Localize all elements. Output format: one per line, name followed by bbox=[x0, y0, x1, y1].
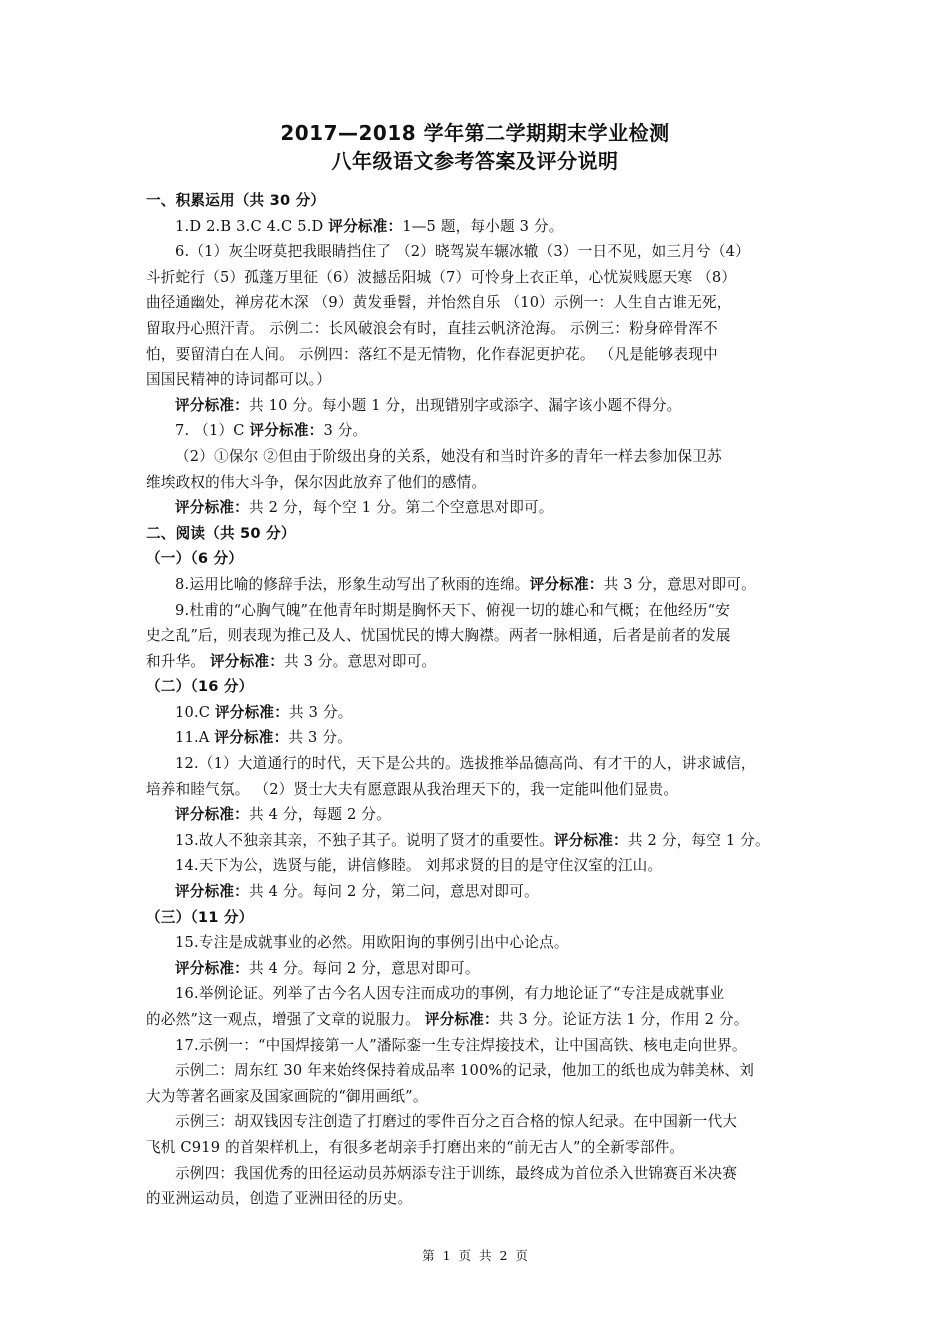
answer-line: 17.示例一：“中国焊接第一人”潘际銮一生专注焊接技术，让中国高铁、核电走向世界。 bbox=[175, 1036, 747, 1054]
answer-line: 9.杜甫的“心胸气魄”在他青年时期是胸怀天下、俯视一切的雄心和气概；在他经历“安 bbox=[175, 601, 731, 619]
part-heading: （二）（16 分） bbox=[146, 678, 254, 696]
scoring-text: 3 分。 bbox=[323, 422, 368, 440]
answer-body bbox=[146, 188, 810, 1212]
scoring-label: 评分标准： bbox=[175, 396, 249, 414]
scoring-label: 评分标准： bbox=[424, 1011, 499, 1028]
scoring-label: 评分标准： bbox=[553, 831, 628, 849]
answer-line: 14.天下为公，选贤与能，讲信修睦。 刘邦求贤的目的是守住汉室的江山。 bbox=[175, 857, 663, 875]
scoring-label: 评分标准： bbox=[215, 703, 289, 721]
scoring-label: 评分标准： bbox=[175, 883, 249, 901]
scoring-text: 共 3 分，意思对即可。 bbox=[603, 575, 756, 593]
answer-line bbox=[146, 572, 810, 598]
answer-line: 怕，要留清白在人间。 示例四：落红不是无情物，化作春泥更护花。 （凡是能够表现中 bbox=[146, 345, 718, 363]
scoring-text: 共 4 分。每问 2 分，第二问，意思对即可。 bbox=[248, 883, 539, 901]
answer-text: 10.C bbox=[175, 703, 216, 721]
answer-line: 示例二：周东红 30 年来始终保持着成品率 100%的记录，他加工的纸也成为韩美林、刘 bbox=[175, 1062, 754, 1080]
scoring-text: 共 3 分。 bbox=[289, 703, 353, 721]
scoring-text: 共 2 分，每空 1 分。 bbox=[627, 831, 770, 849]
scoring-label: 评分标准： bbox=[175, 499, 249, 517]
section-heading: 二、阅读（共 50 分） bbox=[146, 524, 296, 542]
answer-text: 13.故人不独亲其亲，不独子其子。说明了贤才的重要性。 bbox=[175, 831, 554, 849]
answer-line: 留取丹心照汗青。 示例二：长风破浪会有时，直挂云帆济沧海。 示例三：粉身碎骨浑不 bbox=[146, 319, 718, 337]
answer-line: 史之乱”后，则表现为推己及人、忧国忧民的博大胸襟。两者一脉相通，后者是前者的发展 bbox=[146, 627, 731, 645]
scoring-text: 共 10 分。每小题 1 分，出现错别字或添字、漏字该小题不得分。 bbox=[248, 396, 682, 414]
answer-line: 国国民精神的诗词都可以。） bbox=[146, 371, 332, 389]
doc-title-line2: 八年级语文参考答案及评分说明 bbox=[331, 149, 619, 173]
answer-line: 6.（1）灰尘呀莫把我眼睛挡住了 （2）晓驾炭车辗冰辙（3）一日不见，如三月兮（4） bbox=[175, 243, 750, 261]
answer-line bbox=[146, 1007, 810, 1033]
answer-line bbox=[146, 828, 810, 854]
answer-line: 飞机 C919 的首架样机上，有很多老胡亲手打磨出来的“前无古人”的全新零部件。 bbox=[146, 1138, 685, 1156]
scoring-text: 共 2 分，每个空 1 分。第二个空意思对即可。 bbox=[248, 499, 554, 517]
part-heading: （三）（11 分） bbox=[146, 908, 254, 926]
answer-line bbox=[146, 649, 810, 675]
answer-text: 的必然”这一观点，增强了文章的说服力。 bbox=[146, 1011, 425, 1028]
scoring-text: 共 4 分，每题 2 分。 bbox=[248, 806, 391, 824]
answer-line: 大为等著名画家及国家画院的“御用画纸”。 bbox=[146, 1087, 428, 1105]
scoring-line bbox=[146, 802, 810, 828]
scoring-text: 共 3 分。 bbox=[288, 729, 352, 747]
answer-line: 16.举例论证。列举了古今名人因专注而成功的事例，有力地论证了“专注是成就事业 bbox=[175, 985, 725, 1003]
scoring-line bbox=[146, 879, 810, 905]
answer-text: 8.运用比喻的修辞手法，形象生动写出了秋雨的连绵。 bbox=[175, 575, 530, 593]
answer-line: 斗折蛇行（5）孤蓬万里征（6）波撼岳阳城（7）可怜身上衣正单，心忧炭贱愿天寒 （8） bbox=[146, 268, 737, 286]
answer-line bbox=[146, 700, 810, 726]
answer-line: 维埃政权的伟大斗争，保尔因此放弃了他们的感情。 bbox=[146, 473, 487, 491]
answer-line bbox=[146, 214, 810, 240]
scoring-line bbox=[146, 393, 810, 419]
answer-text: 和升华。 bbox=[146, 652, 211, 670]
answer-line: 12.（1）大道通行的时代，天下是公共的。选拔推举品德高尚、有才干的人，讲求诚信， bbox=[175, 755, 756, 773]
doc-title-line1: 2017—2018 学年第二学期期末学业检测 bbox=[280, 121, 670, 145]
scoring-text: 共 3 分。意思对即可。 bbox=[284, 652, 437, 670]
scoring-label: 评分标准： bbox=[328, 217, 403, 235]
answer-text: 7. （1）C bbox=[175, 422, 250, 440]
answer-line bbox=[146, 418, 810, 444]
answer-line: 示例四：我国优秀的田径运动员苏炳添专注于训练，最终成为首位杀入世锦赛百米决赛 bbox=[175, 1164, 738, 1182]
answer-line: 示例三：胡双钱因专注创造了打磨过的零件百分之百合格的惊人纪录。在中国新一代大 bbox=[175, 1113, 738, 1131]
scoring-label: 评分标准： bbox=[175, 959, 249, 977]
scoring-line bbox=[146, 495, 810, 521]
answer-text: 1.D 2.B 3.C 4.C 5.D bbox=[175, 217, 329, 235]
section-heading: 一、积累运用（共 30 分） bbox=[146, 192, 326, 209]
scoring-label: 评分标准： bbox=[249, 422, 324, 440]
answer-line: 曲径通幽处，禅房花木深 （9）黄发垂髫，并怡然自乐 （10）示例一：人生自古谁无死， bbox=[146, 294, 732, 312]
answer-line: 培养和睦气氛。 （2）贤士大夫有愿意跟从我治理天下的，我一定能叫他们显贵。 bbox=[146, 780, 679, 798]
part-heading: （一）（6 分） bbox=[146, 550, 244, 568]
scoring-text: 1—5 题，每小题 3 分。 bbox=[402, 217, 564, 235]
answer-text: 11.A bbox=[175, 729, 215, 747]
scoring-label: 评分标准： bbox=[210, 652, 284, 670]
answer-line: 15.专注是成就事业的必然。用欧阳询的事例引出中心论点。 bbox=[175, 934, 569, 952]
scoring-label: 评分标准： bbox=[214, 729, 289, 747]
scoring-line bbox=[146, 956, 810, 982]
scoring-text: 共 3 分。论证方法 1 分，作用 2 分。 bbox=[498, 1011, 749, 1028]
scoring-text: 共 4 分。每问 2 分，意思对即可。 bbox=[248, 959, 480, 977]
page-number: 第 1 页 共 2 页 bbox=[422, 1248, 528, 1263]
answer-line bbox=[146, 725, 810, 751]
scoring-label: 评分标准： bbox=[529, 575, 604, 593]
answer-line: （2）①保尔 ②但由于阶级出身的关系，她没有和当时许多的青年一样去参加保卫苏 bbox=[175, 447, 722, 465]
scoring-label: 评分标准： bbox=[175, 806, 249, 824]
answer-line: 的亚洲运动员，创造了亚洲田径的历史。 bbox=[146, 1190, 413, 1208]
